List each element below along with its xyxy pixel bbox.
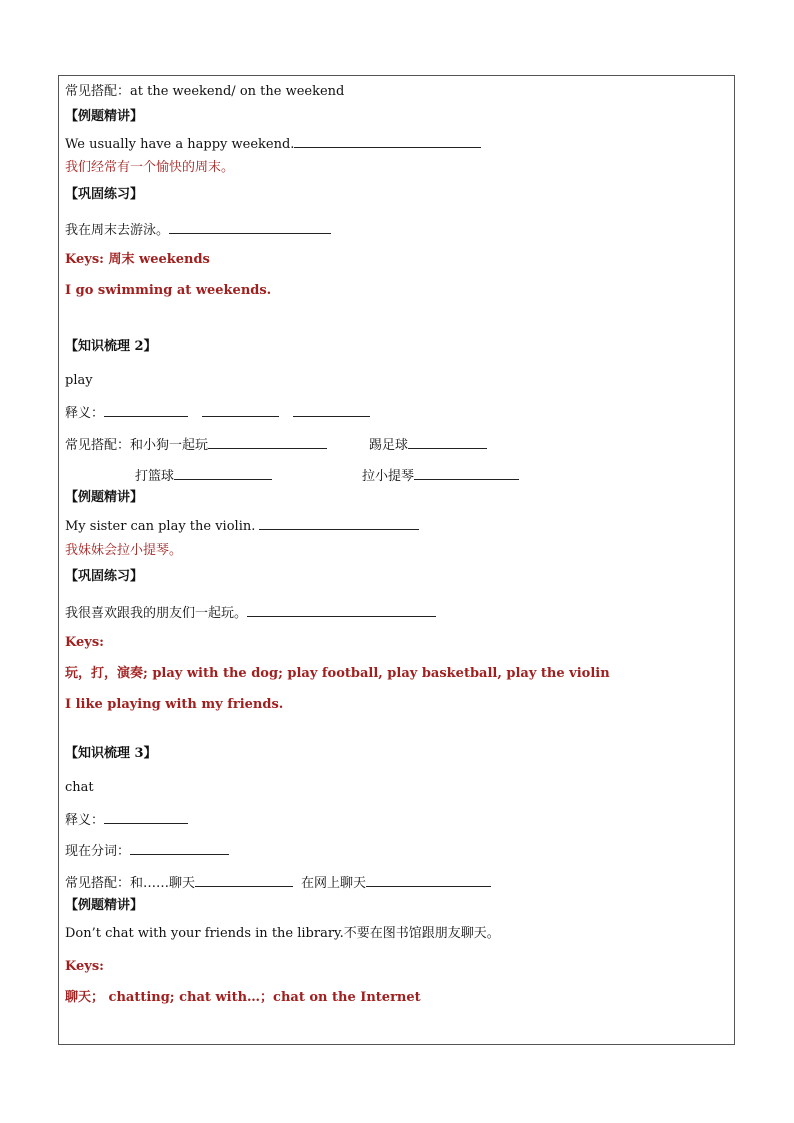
collocation-violin: 拉小提琴 <box>362 469 415 484</box>
answer-friends: I like playing with my friends. <box>65 697 284 712</box>
meaning-play <box>65 404 370 422</box>
heading-example: 【例题精讲】 <box>65 109 144 124</box>
example-chat: Don’t chat with your friends in the library.不要在图书馆跟朋友聊天。 <box>65 926 500 941</box>
practice-friends-text: 我很喜欢跟我的朋友们一起玩。 <box>65 606 248 621</box>
answer-blank[interactable] <box>414 467 519 480</box>
collocation-chat <box>65 874 491 892</box>
heading-example: 【例题精讲】 <box>65 490 144 505</box>
answer-swimming: I go swimming at weekends. <box>65 283 272 298</box>
word-chat: chat <box>65 780 94 795</box>
answer-blank[interactable] <box>130 842 229 855</box>
answer-blank[interactable] <box>366 874 491 887</box>
example-violin <box>65 517 419 535</box>
answer-blank[interactable] <box>294 135 481 148</box>
keys-weekend: Keys: 周末 weekends <box>65 252 210 267</box>
heading-example: 【例题精讲】 <box>65 898 144 913</box>
answer-blank[interactable] <box>208 436 327 449</box>
practice-swimming <box>65 221 331 239</box>
answer-chat: 聊天； chatting; chat with…；chat on the Internet <box>65 990 421 1005</box>
example-weekend <box>65 135 481 153</box>
meaning-label: 释义： <box>65 406 105 421</box>
answer-blank[interactable] <box>202 404 279 417</box>
practice-friends <box>65 604 436 622</box>
meaning-label: 释义： <box>65 813 105 828</box>
answer-blank[interactable] <box>247 604 436 617</box>
answer-blank[interactable] <box>104 811 188 824</box>
answer-blank[interactable] <box>293 404 370 417</box>
collocation-label: 常见搭配： <box>65 438 131 453</box>
example-weekend-text: We usually have a happy weekend. <box>65 137 295 152</box>
collocation-football: 踢足球 <box>369 438 409 453</box>
answer-blank[interactable] <box>408 436 487 449</box>
collocation-play-2 <box>135 467 519 485</box>
example-violin-text: My sister can play the violin. <box>65 519 256 534</box>
collocation-basketball: 打篮球 <box>135 469 175 484</box>
keys-label: Keys: <box>65 959 104 974</box>
collocation-dog: 和小狗一起玩 <box>130 438 209 453</box>
meaning-chat <box>65 811 188 829</box>
answer-blank[interactable] <box>259 517 419 530</box>
example-weekend-translation: 我们经常有一个愉快的周末。 <box>65 160 235 175</box>
answer-blank[interactable] <box>104 404 188 417</box>
answer-blank[interactable] <box>174 467 272 480</box>
heading-practice: 【巩固练习】 <box>65 569 144 584</box>
heading-knowledge-3: 【知识梳理 3】 <box>65 746 157 761</box>
answer-play-collocations: 玩，打，演奏; play with the dog; play football, play basketball, play the violin <box>65 666 610 681</box>
heading-knowledge-2: 【知识梳理 2】 <box>65 339 157 354</box>
practice-swimming-text: 我在周末去游泳。 <box>65 223 170 238</box>
example-violin-translation: 我妹妹会拉小提琴。 <box>65 543 183 558</box>
answer-blank[interactable] <box>195 874 293 887</box>
collocation-label: 常见搭配： <box>65 876 131 891</box>
keys-label: Keys: <box>65 635 104 650</box>
word-play: play <box>65 373 93 388</box>
collocation-chat-with: 和……聊天 <box>130 876 196 891</box>
heading-practice: 【巩固练习】 <box>65 187 144 202</box>
participle-chat <box>65 842 229 860</box>
collocation-play-1 <box>65 436 487 454</box>
participle-label: 现在分词： <box>65 844 131 859</box>
collocation-chat-online: 在网上聊天 <box>301 876 367 891</box>
collocation-weekend: 常见搭配：at the weekend/ on the weekend <box>65 84 345 99</box>
answer-blank[interactable] <box>169 221 331 234</box>
